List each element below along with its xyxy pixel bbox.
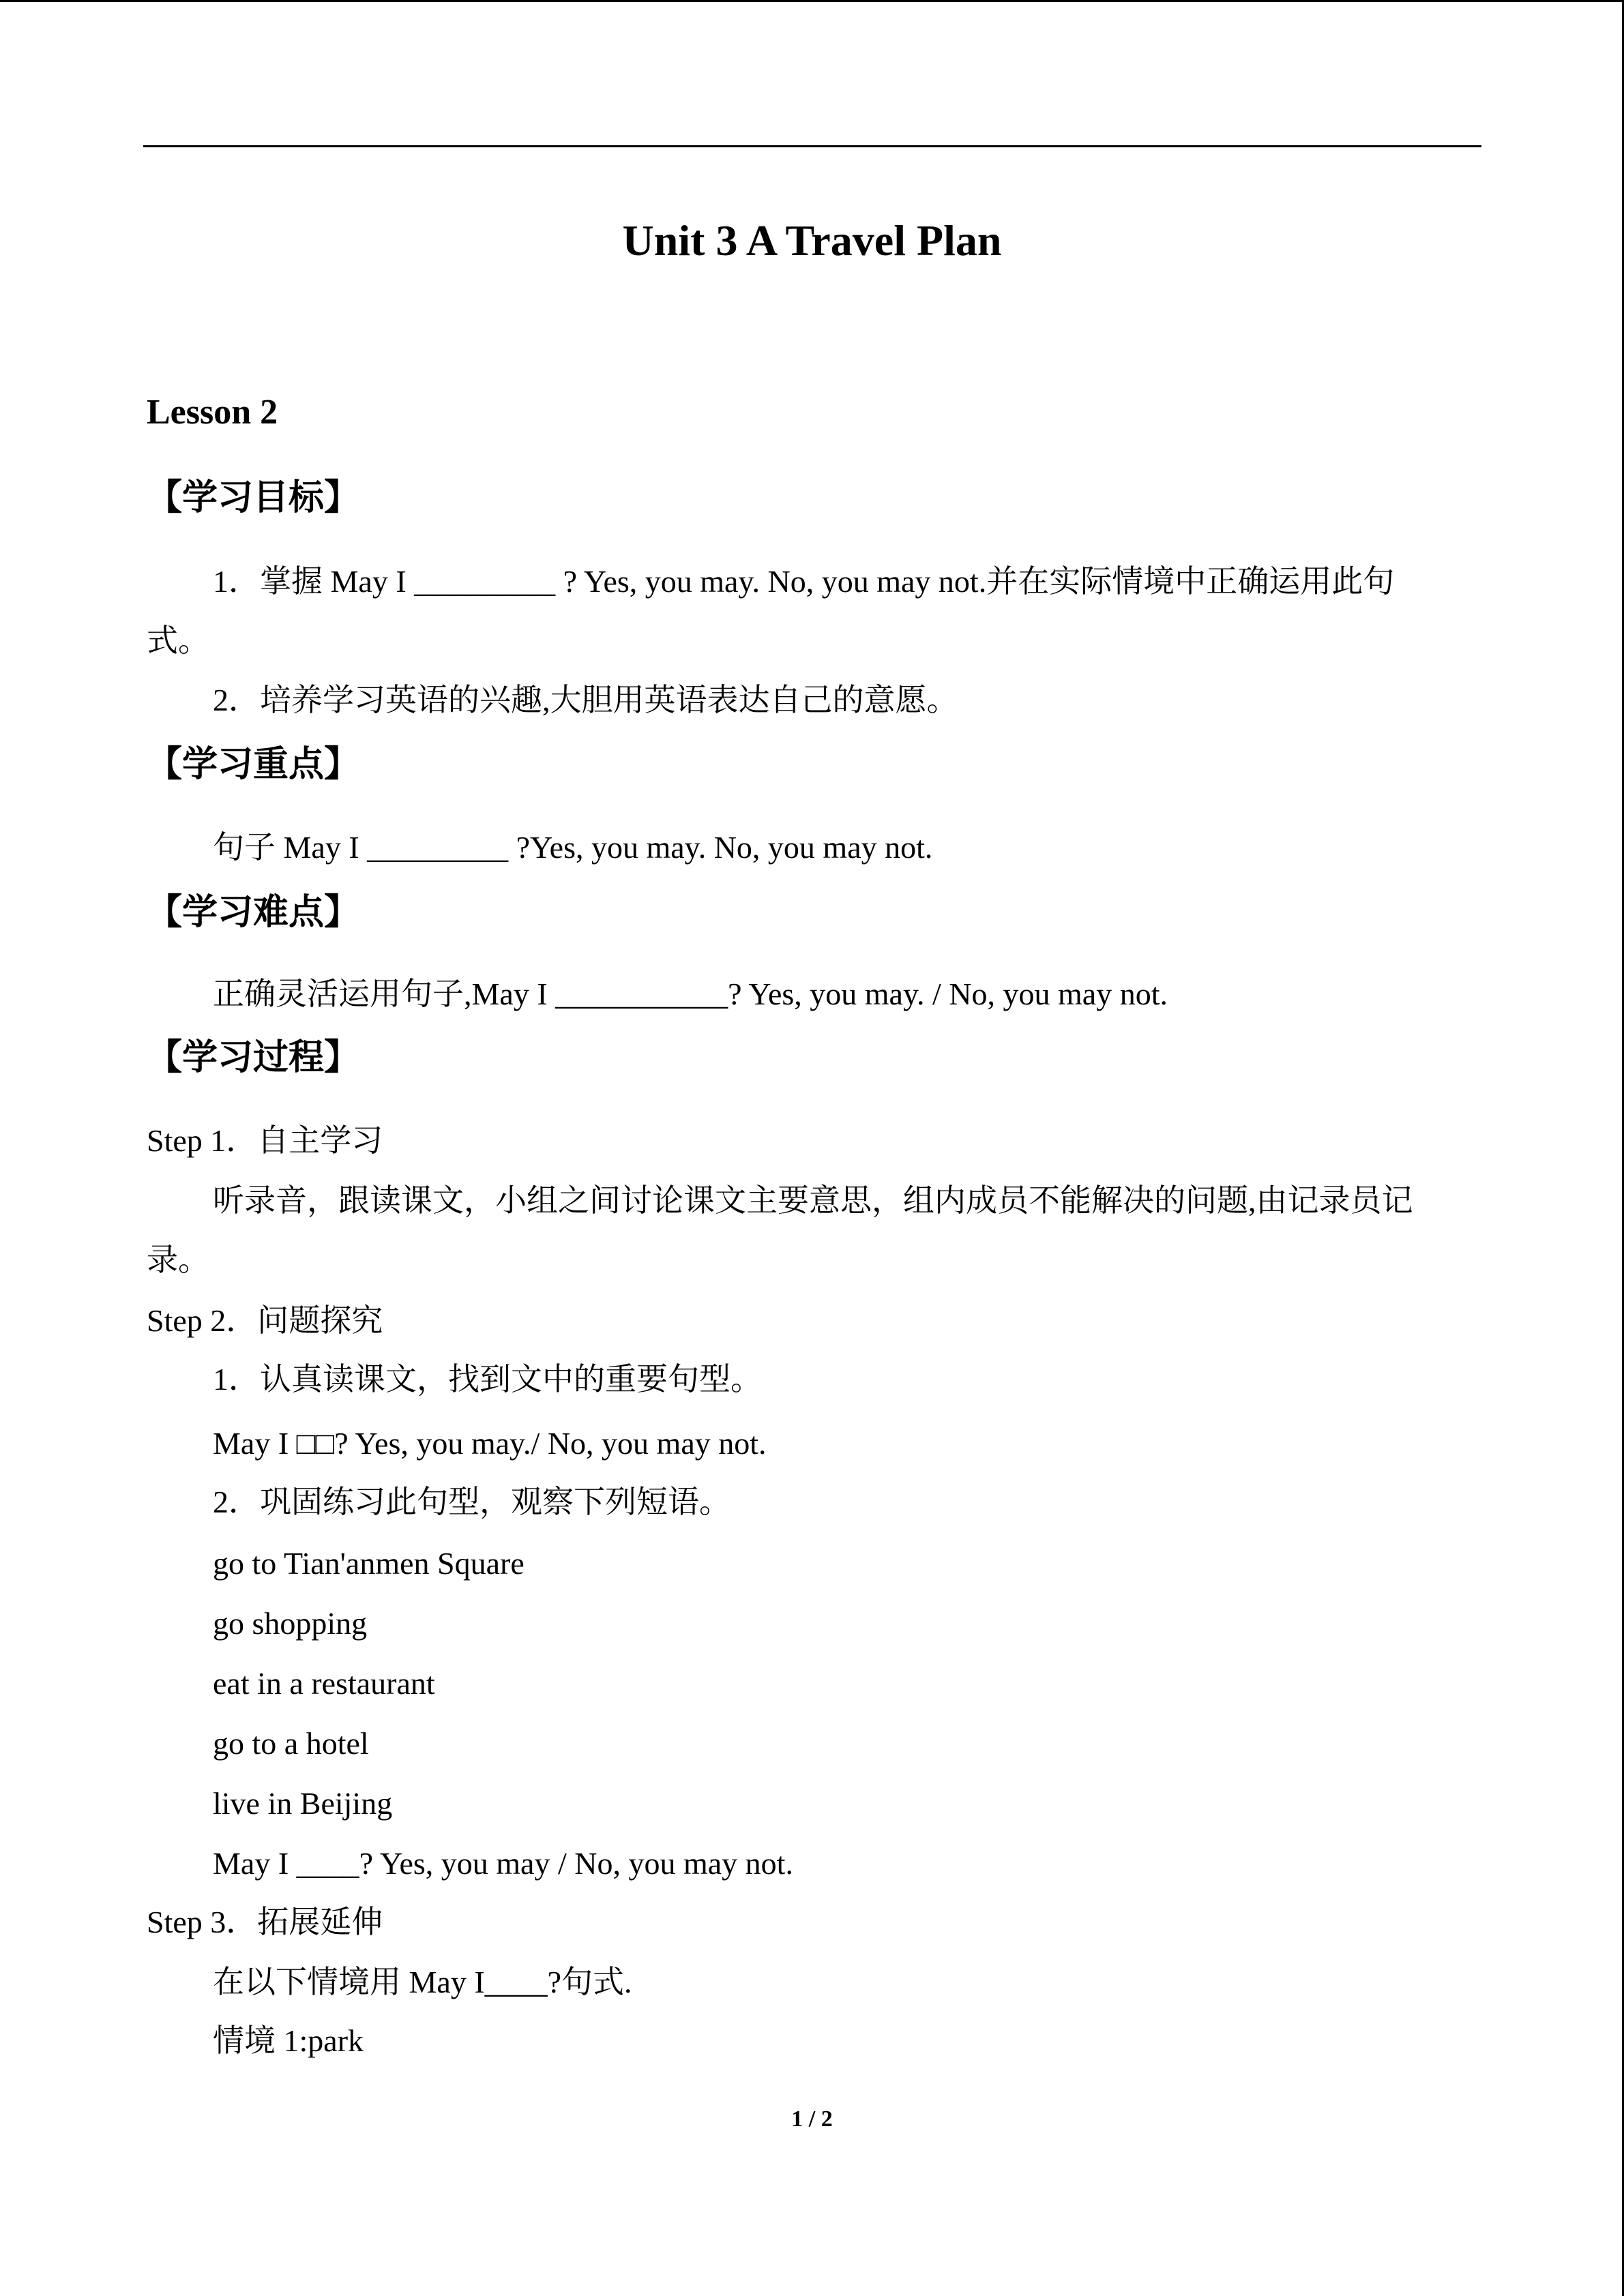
- phrase-item: go to Tian'anmen Square: [213, 1546, 525, 1581]
- document-title: Unit 3 A Travel Plan: [622, 216, 1002, 265]
- step1-label: Step 1．自主学习: [147, 1123, 383, 1158]
- step1-line-1: 听录音，跟读课文，小组之间讨论课文主要意思，组内成员不能解决的问题,由记录员记: [213, 1183, 1413, 1218]
- step2-label: Step 2．问题探究: [147, 1303, 383, 1338]
- objective-1-line-2: 式。: [147, 623, 209, 658]
- objectives-heading: 【学习目标】: [147, 479, 360, 518]
- step1-line-2: 录。: [147, 1242, 209, 1277]
- key-points-text: 句子 May I _________ ?Yes, you may. No, you may not.: [213, 830, 933, 865]
- process-heading: 【学习过程】: [147, 1039, 360, 1077]
- step2-practice: May I ____? Yes, you may / No, you may not.: [213, 1846, 793, 1881]
- step3-instruction: 在以下情境用 May I____?句式.: [213, 1965, 632, 1999]
- objective-1-line-1: 1．掌握 May I _________ ? Yes, you may. No, you may not.并在实际情境中正确运用此句: [213, 564, 1395, 599]
- step3-label: Step 3．拓展延伸: [147, 1905, 383, 1939]
- phrase-item: live in Beijing: [213, 1786, 393, 1821]
- difficulties-heading: 【学习难点】: [147, 893, 360, 932]
- page-indicator: 1 / 2: [791, 2106, 833, 2132]
- phrase-item: go to a hotel: [213, 1726, 369, 1761]
- page-top-border: [0, 0, 1624, 2]
- lesson-heading: Lesson 2: [147, 393, 278, 432]
- step2-item-2: 2．巩固练习此句型，观察下列短语。: [213, 1485, 730, 1519]
- step2-item-1: 1．认真读课文，找到文中的重要句型。: [213, 1362, 762, 1397]
- header-rule: [143, 145, 1481, 147]
- phrase-item: go shopping: [213, 1606, 368, 1641]
- objective-2: 2．培养学习英语的兴趣,大胆用英语表达自己的意愿。: [213, 683, 958, 717]
- step2-pattern: May I □□? Yes, you may./ No, you may not.: [213, 1426, 767, 1461]
- key-points-heading: 【学习重点】: [147, 745, 360, 784]
- phrase-item: eat in a restaurant: [213, 1666, 435, 1701]
- difficulties-text: 正确灵活运用句子,May I ___________? Yes, you may. / No, you may not.: [213, 976, 1168, 1011]
- step3-scenario-1: 情境 1:park: [213, 2023, 364, 2058]
